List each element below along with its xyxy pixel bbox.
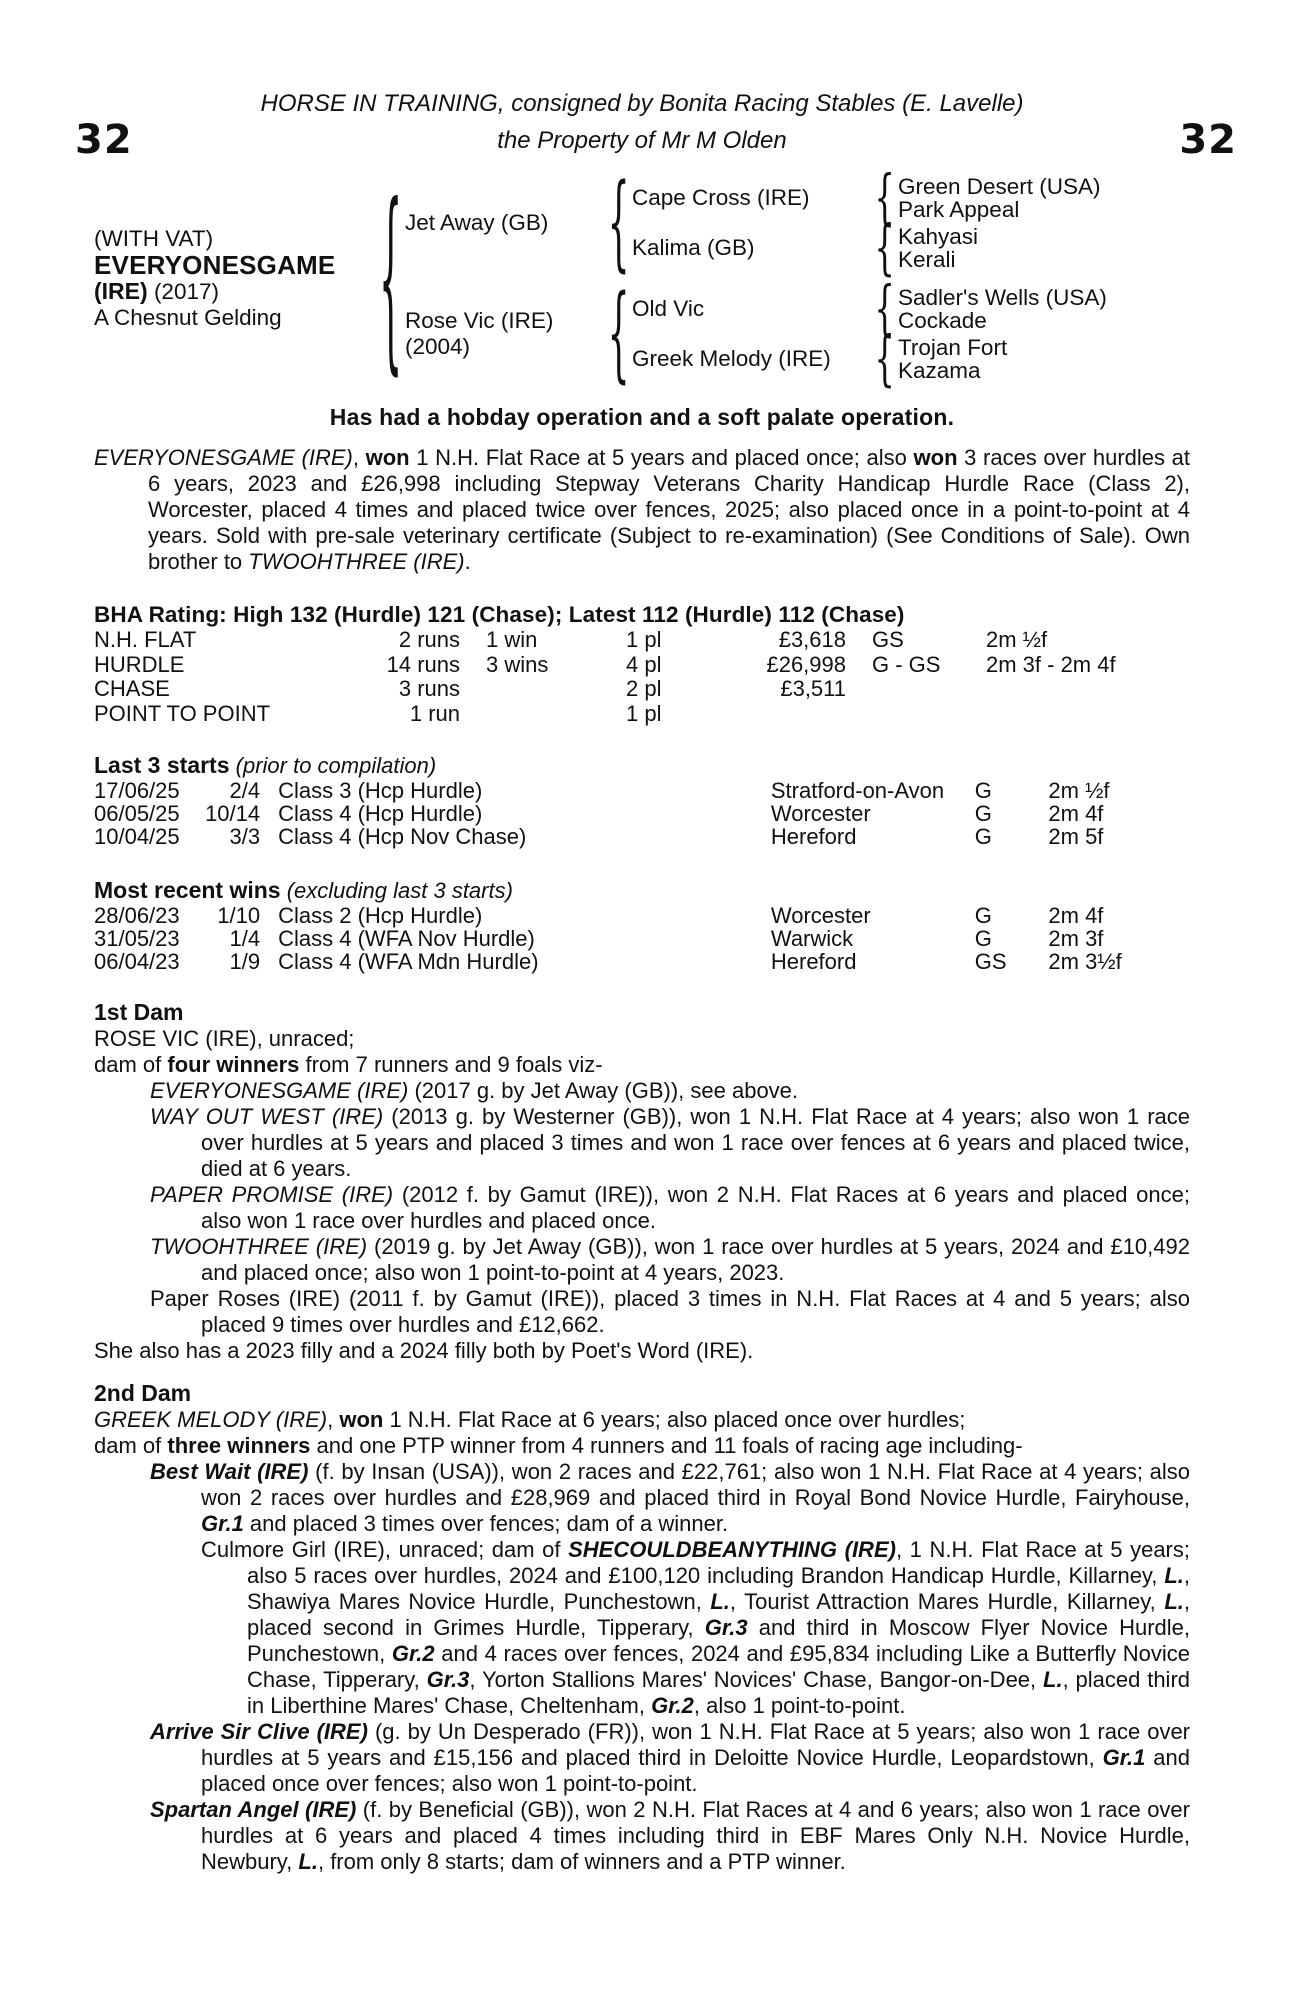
bha-places: 1 pl bbox=[626, 700, 662, 726]
bha-distance bbox=[960, 702, 986, 727]
race-position: 3/3 bbox=[229, 824, 261, 849]
race-going: G bbox=[974, 926, 992, 951]
race-position: 1/9 bbox=[229, 949, 261, 974]
bha-earnings: £26,998 bbox=[766, 651, 846, 677]
race-course: Warwick bbox=[770, 926, 854, 951]
dam-year: (2004) bbox=[405, 333, 471, 359]
bha-earnings: £3,618 bbox=[778, 627, 846, 652]
race-row bbox=[94, 927, 1190, 950]
grandsire-name: Old Vic bbox=[632, 295, 705, 321]
race-distance: 2m 4f bbox=[1048, 801, 1104, 826]
first-dam-section bbox=[94, 999, 1190, 1364]
pedigree-brace-small: { bbox=[874, 161, 896, 232]
race-going: GS bbox=[974, 949, 1007, 974]
pedigree-sire-branch bbox=[405, 160, 1210, 283]
bha-category: CHASE bbox=[94, 676, 170, 701]
grandparent-unit bbox=[632, 211, 1210, 282]
progeny-entry: WAY OUT WEST (IRE) (2013 g. by Westerner (GB)), won 1 N.H. Flat Race at 4 years; also won 1 race over hurdles at 5 years and placed 3 times and won 1 race over fences at 6 years and placed twice, died at 6 years. bbox=[150, 1104, 1190, 1181]
section-subtitle: (excluding last 3 starts) bbox=[286, 878, 513, 903]
bha-row-chase bbox=[94, 677, 1190, 702]
pedigree-brace-small: { bbox=[874, 211, 896, 282]
progeny-entry: Best Wait (IRE) (f. by Insan (USA)), won 2 races and £22,761; also won 1 N.H. Flat Race at 4 years; also won 2 races over hurdles and £28,969 and placed third in Royal Bond Novice Hurdle, Fairyhouse, Gr.1 and placed 3 times over fences; dam of a winner. bbox=[150, 1459, 1190, 1536]
bha-wins bbox=[460, 677, 600, 702]
race-distance: 2m ½f bbox=[1048, 778, 1110, 803]
great-grandparent: Sadler's Wells (USA) bbox=[898, 284, 1107, 310]
race-course: Worcester bbox=[770, 801, 871, 826]
second-dam-section bbox=[94, 1380, 1190, 1875]
bha-going: G - GS bbox=[872, 651, 941, 677]
bha-runs: 14 runs bbox=[386, 651, 460, 677]
race-row bbox=[94, 825, 1190, 848]
bha-going bbox=[846, 702, 960, 727]
race-description: EVERYONESGAME (IRE), won 1 N.H. Flat Race at 5 years and placed once; also won 3 races over hurdles at 6 years, 2023 and £26,998 including Stepway Veterans Charity Handicap Hurdle Race (Class 2), Worcester, placed 4 times and placed twice over fences, 2025; also placed once in a point-to-point at 4 years. Sold with pre-sale veterinary certificate (Subject to re-examination) (See Conditions of Sale). Own brother to TWOOHTHREE (IRE). bbox=[94, 445, 1190, 574]
grandparent-unit bbox=[632, 272, 1210, 343]
great-grandparent: Cockade bbox=[898, 307, 987, 333]
race-row bbox=[94, 950, 1190, 973]
bha-places: 4 pl bbox=[626, 651, 662, 677]
race-going: G bbox=[974, 903, 992, 928]
race-row bbox=[94, 904, 1190, 927]
last-three-starts-heading bbox=[94, 752, 1190, 779]
race-class: Class 4 (Hcp Hurdle) bbox=[278, 801, 483, 826]
race-row bbox=[94, 802, 1190, 825]
bha-earnings: £3,511 bbox=[780, 676, 846, 701]
race-date: 17/06/25 bbox=[94, 778, 180, 803]
progeny-entry: TWOOHTHREE (IRE) (2019 g. by Jet Away (GB)), won 1 race over hurdles at 5 years, 2024 and £10,492 and placed once; also won 1 point-to-point at 4 years, 2023. bbox=[150, 1234, 1190, 1285]
race-class: Class 2 (Hcp Hurdle) bbox=[278, 903, 483, 928]
race-course: Hereford bbox=[770, 949, 857, 974]
pedigree-brace-main: { bbox=[378, 159, 403, 393]
pedigree-dam-branch bbox=[405, 271, 1210, 394]
great-grandparent: Park Appeal bbox=[898, 196, 1020, 222]
race-position: 10/14 bbox=[205, 801, 261, 826]
bha-wins: 1 win bbox=[486, 627, 538, 652]
great-grandparent-pair bbox=[898, 336, 1210, 382]
race-date: 28/06/23 bbox=[94, 903, 180, 928]
race-date: 10/04/25 bbox=[94, 824, 180, 849]
property-line: the Property of Mr M Olden bbox=[497, 127, 787, 154]
race-distance: 2m 5f bbox=[1048, 824, 1104, 849]
progeny-entry: Arrive Sir Clive (IRE) (g. by Un Desperado (FR)), won 1 N.H. Flat Race at 5 years; also won 1 race over hurdles at 5 years and £15,156 and placed third in Deloitte Novice Hurdle, Leopardstown, Gr.1 and placed once over fences; also won 1 point-to-point. bbox=[150, 1719, 1191, 1796]
first-dam-name-line: ROSE VIC (IRE), unraced; bbox=[94, 1026, 355, 1051]
section-subtitle: (prior to compilation) bbox=[235, 753, 437, 778]
race-class: Class 3 (Hcp Hurdle) bbox=[278, 778, 483, 803]
bha-places: 2 pl bbox=[626, 676, 662, 701]
race-going: G bbox=[974, 778, 992, 803]
bha-category: N.H. FLAT bbox=[94, 627, 197, 652]
bha-rating-heading: BHA Rating: High 132 (Hurdle) 121 (Chase); Latest 112 (Hurdle) 112 (Chase) bbox=[94, 602, 905, 627]
race-distance: 2m 3½f bbox=[1048, 949, 1122, 974]
bha-wins bbox=[460, 702, 600, 727]
race-going: G bbox=[974, 824, 992, 849]
grandparent-unit bbox=[632, 161, 1210, 232]
first-dam-footnote: She also has a 2023 filly and a 2024 filly both by Poet's Word (IRE). bbox=[94, 1338, 754, 1363]
race-class: Class 4 (WFA Nov Hurdle) bbox=[278, 926, 535, 951]
race-distance: 2m 3f bbox=[1048, 926, 1104, 951]
granddam-name: Kalima (GB) bbox=[632, 234, 755, 260]
lot-number-left: 32 bbox=[75, 117, 133, 163]
first-dam-heading: 1st Dam bbox=[94, 999, 184, 1025]
last-three-starts-section bbox=[94, 752, 1190, 848]
progeny-entry: Culmore Girl (IRE), unraced; dam of SHECOULDBEANYTHING (IRE), 1 N.H. Flat Race at 5 years; also 5 races over hurdles, 2024 and £100,120 including Brandon Handicap Hurdle, Killarney, L., Shawiya Mares Novice Hurdle, Punchestown, L., Tourist Attraction Mares Hurdle, Killarney, L., placed second in Grimes Hurdle, Tipperary, Gr.3 and third in Moscow Flyer Novice Hurdle, Punchestown, Gr.2 and 4 races over fences, 2024 and £95,834 including Like a Butterfly Novice Chase, Tipperary, Gr.3, Yorton Stallions Mares' Novices' Chase, Bangor-on-Dee, L., placed third in Liberthine Mares' Chase, Cheltenham, Gr.2, also 1 point-to-point. bbox=[201, 1537, 1191, 1718]
race-class: Class 4 (WFA Mdn Hurdle) bbox=[278, 949, 539, 974]
great-grandparent: Kazama bbox=[898, 357, 981, 383]
sire-name: Jet Away (GB) bbox=[405, 209, 549, 235]
race-date: 06/05/25 bbox=[94, 801, 180, 826]
bha-row-nh-flat bbox=[94, 628, 1190, 653]
bha-going bbox=[846, 677, 960, 702]
race-date: 31/05/23 bbox=[94, 926, 180, 951]
race-course: Stratford-on-Avon bbox=[770, 778, 945, 803]
bha-row-hurdle bbox=[94, 653, 1190, 678]
progeny-entry: Spartan Angel (IRE) (f. by Beneficial (GB)), won 2 N.H. Flat Races at 4 and 6 years; also won 1 race over hurdles at 6 years and placed 4 times including third in EBF Mares Only N.H. Novice Hurdle, Newbury, L., from only 8 starts; dam of winners and a PTP winner. bbox=[150, 1797, 1190, 1874]
dam-grandparents bbox=[632, 272, 1210, 393]
sire-grandparents bbox=[632, 161, 1210, 282]
bha-rating-block bbox=[94, 602, 1190, 726]
pedigree-table bbox=[94, 159, 1315, 394]
dam-name: Rose Vic (IRE) bbox=[405, 307, 554, 333]
bha-runs: 1 run bbox=[409, 700, 460, 726]
grandsire-name: Cape Cross (IRE) bbox=[632, 184, 810, 210]
great-grandparent: Kerali bbox=[898, 246, 956, 272]
dam-cell bbox=[405, 285, 606, 382]
race-course: Hereford bbox=[770, 824, 857, 849]
bha-distance: 2m ½f bbox=[986, 627, 1048, 652]
race-distance: 2m 4f bbox=[1048, 903, 1104, 928]
bha-wins: 3 wins bbox=[486, 651, 549, 677]
horse-name: EVERYONESGAME bbox=[94, 249, 336, 280]
progeny-entry: EVERYONESGAME (IRE) (2017 g. by Jet Away (GB)), see above. bbox=[150, 1078, 799, 1103]
most-recent-wins-section bbox=[94, 877, 1190, 973]
race-position: 1/10 bbox=[217, 903, 261, 928]
horse-foaling-year: (2017) bbox=[153, 278, 219, 304]
lot-number-right: 32 bbox=[1179, 117, 1237, 163]
great-grandparent-pair bbox=[898, 225, 1210, 271]
bha-places: 1 pl bbox=[626, 627, 662, 652]
grandparent-unit bbox=[632, 322, 1210, 393]
great-grandparent: Kahyasi bbox=[898, 223, 979, 249]
race-row bbox=[94, 779, 1190, 802]
bha-distance bbox=[960, 677, 986, 702]
bha-earnings bbox=[710, 702, 846, 727]
bha-runs: 3 runs bbox=[398, 676, 460, 701]
section-title: Last 3 starts bbox=[94, 752, 230, 778]
bha-going: GS bbox=[872, 627, 904, 652]
pedigree-brace-small: { bbox=[874, 272, 896, 343]
great-grandparent-pair bbox=[898, 286, 1210, 332]
horse-sex-colour: A Chesnut Gelding bbox=[94, 304, 282, 330]
progeny-entry: PAPER PROMISE (IRE) (2012 f. by Gamut (IRE)), won 2 N.H. Flat Races at 6 years and placed once; also won 1 race over hurdles and placed once. bbox=[150, 1182, 1191, 1233]
most-recent-wins-heading bbox=[94, 877, 1190, 904]
pedigree-tree bbox=[405, 160, 1210, 394]
bha-category: POINT TO POINT bbox=[94, 700, 271, 726]
race-class: Class 4 (Hcp Nov Chase) bbox=[278, 824, 527, 849]
consignment-line: HORSE IN TRAINING, consigned by Bonita Racing Stables (E. Lavelle) bbox=[260, 90, 1024, 117]
horse-country-suffix: (IRE) bbox=[94, 277, 148, 304]
great-grandparent-pair bbox=[898, 175, 1210, 221]
pedigree-brace-sire: { bbox=[608, 160, 630, 283]
progeny-entry: Paper Roses (IRE) (2011 f. by Gamut (IRE)), placed 3 times in N.H. Flat Races at 4 and 5 years; also placed 9 times over hurdles and £12,662. bbox=[150, 1286, 1190, 1337]
pedigree-brace-small: { bbox=[874, 322, 896, 393]
pedigree-brace-dam: { bbox=[608, 271, 630, 394]
great-grandparent: Green Desert (USA) bbox=[898, 173, 1101, 199]
pedigree-subject bbox=[94, 226, 376, 331]
second-dam-produce-line: dam of three winners and one PTP winner from 4 runners and 11 foals of racing age including- bbox=[94, 1433, 1023, 1458]
with-vat-note: (WITH VAT) bbox=[94, 225, 214, 251]
race-going: G bbox=[974, 801, 992, 826]
great-grandparent: Trojan Fort bbox=[898, 334, 1008, 360]
horse-suffix-year bbox=[94, 278, 376, 305]
sire-cell bbox=[405, 174, 606, 271]
bha-row-point-to-point bbox=[94, 702, 1190, 727]
veterinary-notice: Has had a hobday operation and a soft palate operation. bbox=[329, 404, 955, 430]
race-date: 06/04/23 bbox=[94, 949, 180, 974]
bha-category: HURDLE bbox=[94, 651, 185, 677]
race-position: 2/4 bbox=[229, 778, 261, 803]
second-dam-heading: 2nd Dam bbox=[94, 1380, 192, 1406]
first-dam-produce-line: dam of four winners from 7 runners and 9 foals viz- bbox=[94, 1052, 603, 1077]
race-course: Worcester bbox=[770, 903, 871, 928]
bha-distance: 2m 3f - 2m 4f bbox=[986, 651, 1116, 677]
bha-runs: 2 runs bbox=[398, 627, 460, 652]
section-title: Most recent wins bbox=[94, 877, 281, 903]
race-position: 1/4 bbox=[229, 926, 261, 951]
granddam-name: Greek Melody (IRE) bbox=[632, 345, 831, 371]
second-dam-name-line: GREEK MELODY (IRE), won 1 N.H. Flat Race at 6 years; also placed once over hurdles; bbox=[94, 1407, 966, 1432]
